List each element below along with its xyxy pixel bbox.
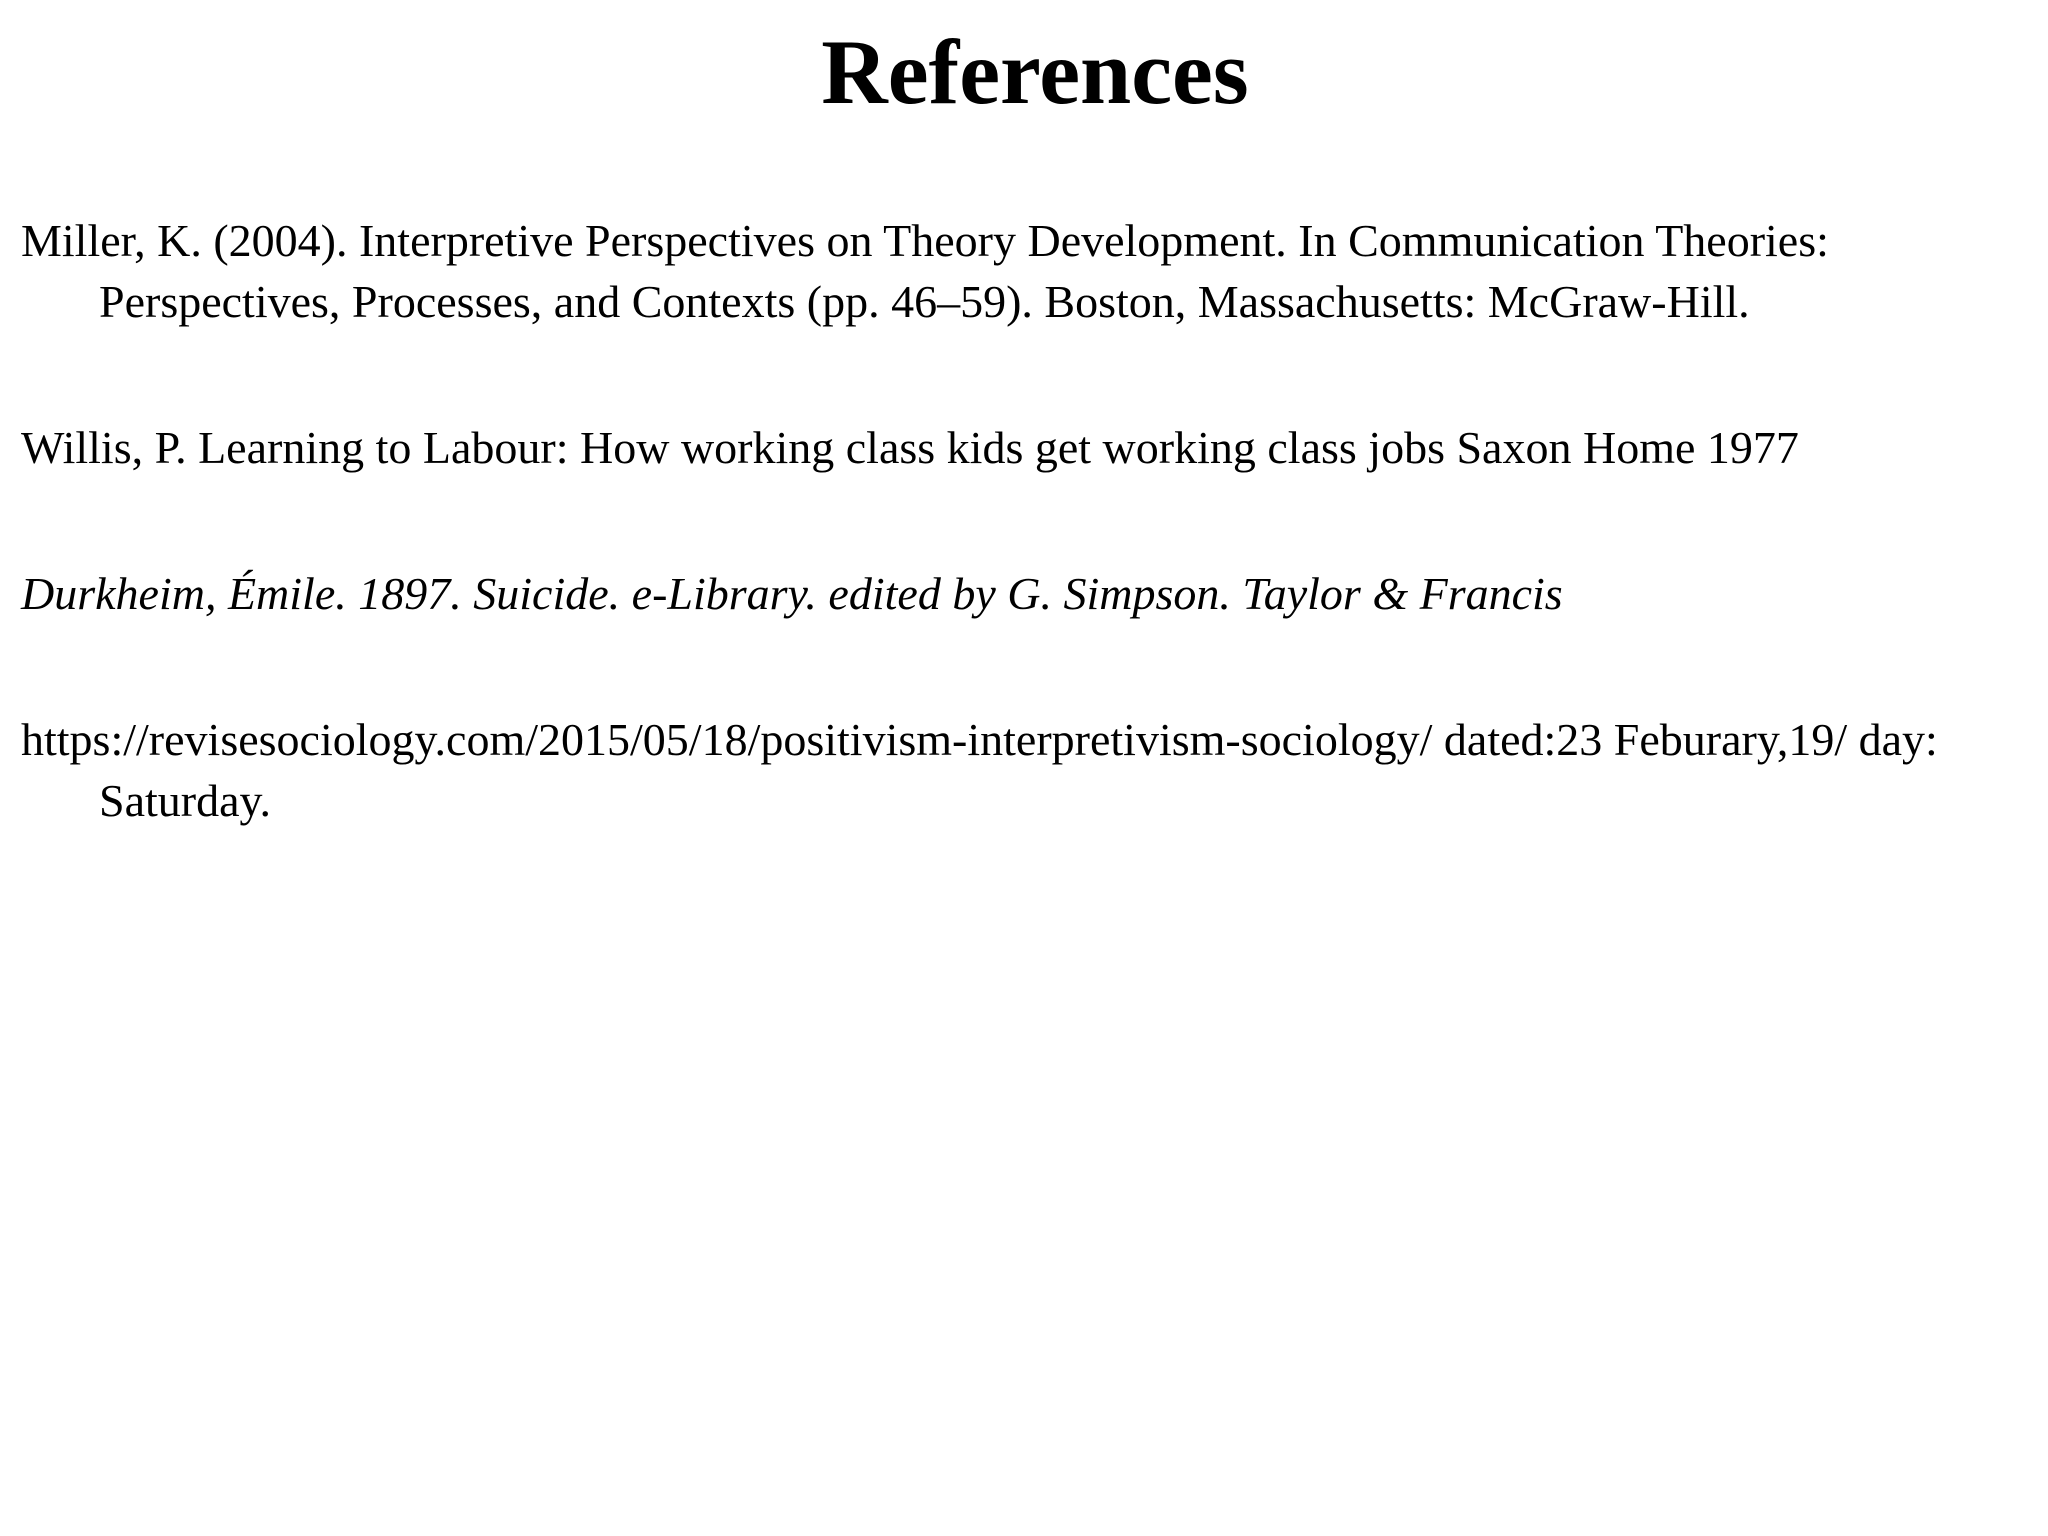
reference-item-willis: Willis, P. Learning to Labour: How working class kids get working class jobs Saxon Home 1977 bbox=[21, 422, 1799, 473]
reference-item-durkheim: Durkheim, Émile. 1897. Suicide. e-Library. edited by G. Simpson. Taylor & Francis bbox=[21, 568, 1563, 619]
reference-item-revisesociology: https://revisesociology.com/2015/05/18/positivism-interpretivism-sociology/ dated:23 Feburary,19/ day: Saturday. bbox=[21, 714, 1938, 826]
reference-item-miller: Miller, K. (2004). Interpretive Perspectives on Theory Development. In Communication Theories: Perspectives, Processes, and Contexts (pp. 46–59). Boston, Massachusetts: McGraw-Hill. bbox=[21, 215, 1829, 327]
reference-list bbox=[21, 210, 2031, 831]
page-title: References bbox=[821, 21, 1249, 123]
